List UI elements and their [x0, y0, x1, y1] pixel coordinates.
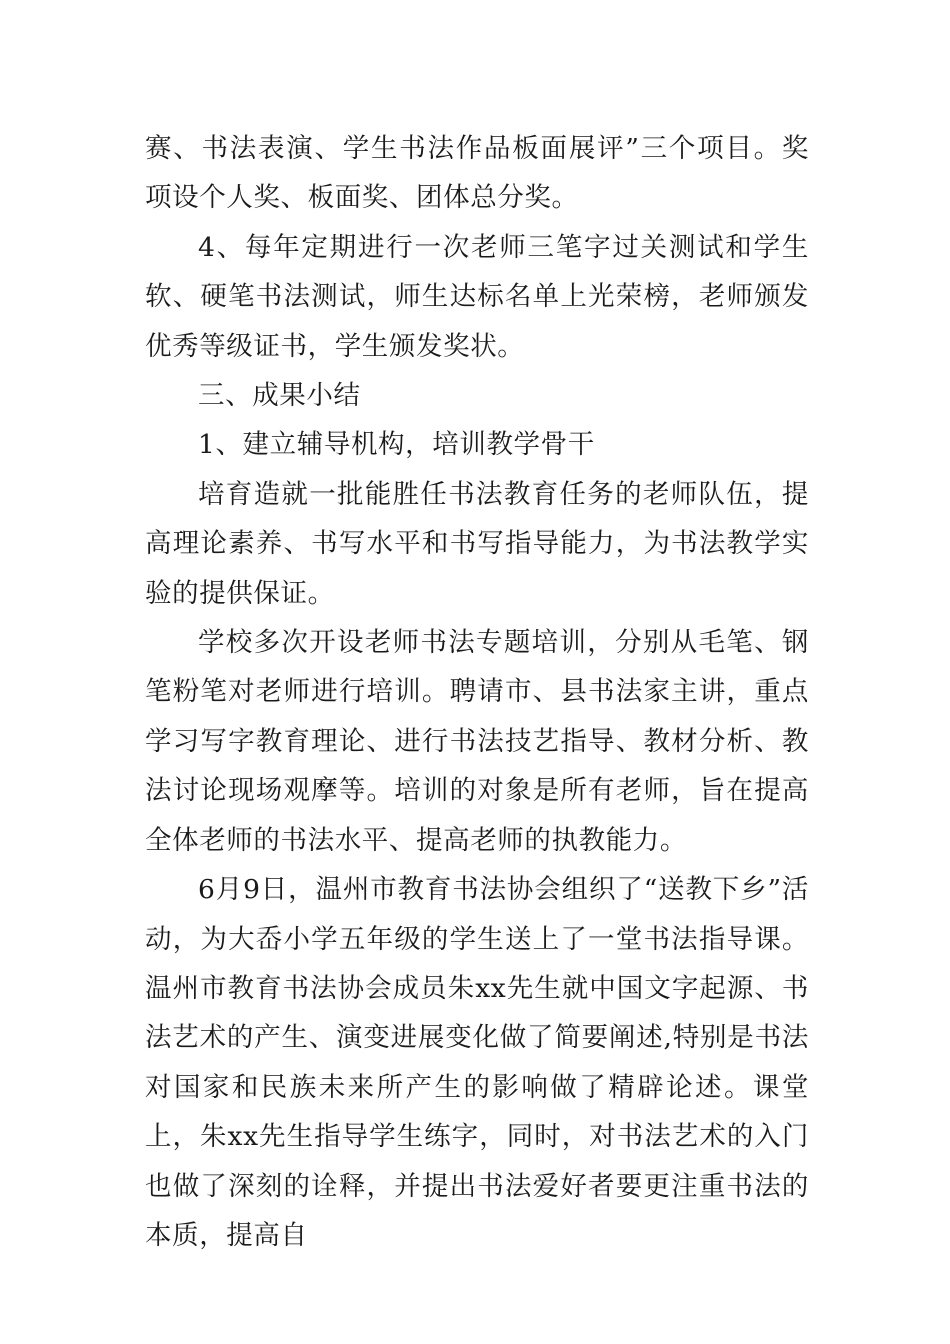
paragraph-award-items: 赛、书法表演、学生书法作品板面展评”三个项目。奖项设个人奖、板面奖、团体总分奖。 — [145, 133, 809, 214]
paragraph-teacher-team: 培育造就一批能胜任书法教育任务的老师队伍，提高理论素养、书写水平和书写指导能力，为书法教学实验的提供保证。 — [145, 478, 809, 609]
section-heading-results: 三、成果小结 — [198, 380, 361, 412]
paragraph-training-sessions: 学校多次开设老师书法专题培训，分别从毛笔、钢笔粉笔对老师进行培训。聘请市、县书法家主讲，重点学习写字教育理论、进行书法技艺指导、教材分析、教法讨论现场观摩等。培训的对象是所有老师，旨在提高全体老师的书法水平、提高老师的执教能力。 — [145, 627, 809, 856]
paragraph-june-activity: 6月9日，温州市教育书法协会组织了“送教下乡”活动，为大岙小学五年级的学生送上了一堂书法指导课。温州市教育书法协会成员朱xx先生就中国文字起源、书法艺术的产生、演变进展变化做了简要阐述,特别是书法对国家和民族未来所产生的影响做了精辟论述。课堂上，朱xx先生指导学生练字，同时，对书法艺术的入门也做了深刻的诠释，并提出书法爱好者要更注重书法的本质，提高自 — [145, 874, 809, 1251]
subheading-training: 1、建立辅导机构，培训教学骨干 — [198, 429, 595, 461]
paragraph-annual-test: 4、每年定期进行一次老师三笔字过关测试和学生软、硬笔书法测试，师生达标名单上光荣榜，老师颁发优秀等级证书，学生颁发奖状。 — [145, 231, 809, 362]
document-body — [145, 124, 809, 1260]
